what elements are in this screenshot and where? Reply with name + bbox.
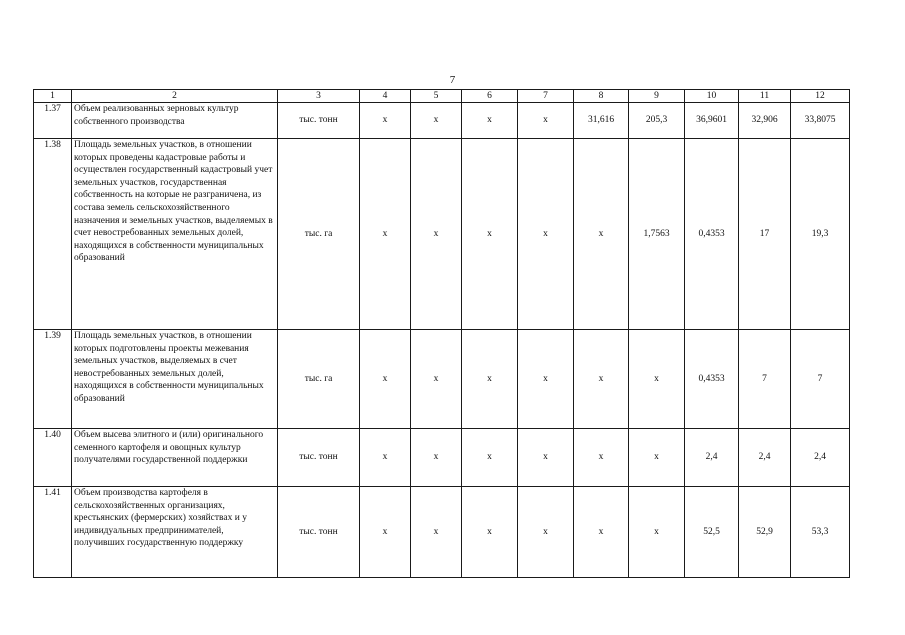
value-cell: 0,4353 (685, 139, 739, 330)
value-cell: х (411, 103, 462, 139)
value-cell: х (411, 487, 462, 578)
value-cell: 19,3 (791, 139, 850, 330)
value-cell: х (574, 139, 629, 330)
table-row (34, 103, 850, 139)
row-number: 1.40 (34, 429, 72, 487)
value-cell: х (462, 139, 518, 330)
value-cell: х (411, 429, 462, 487)
row-number: 1.38 (34, 139, 72, 330)
table-row (34, 487, 850, 578)
value-cell: 33,8075 (791, 103, 850, 139)
indicator-name: Площадь земельных участков, в отношении которых подготовлены проекты межевания земельных участков, выделяемых в счет невостребованных земельных долей, находящихся в собственности муниципальных образований (72, 330, 278, 429)
value-cell: 32,906 (739, 103, 791, 139)
indicator-name: Объем реализованных зерновых культур собственного производства (72, 103, 278, 139)
unit-cell: тыс. тонн (278, 103, 360, 139)
value-cell: х (574, 487, 629, 578)
column-header: 1 (34, 90, 72, 103)
table-row (34, 330, 850, 429)
column-header: 5 (411, 90, 462, 103)
value-cell: х (360, 429, 411, 487)
column-header: 9 (629, 90, 685, 103)
column-header: 3 (278, 90, 360, 103)
value-cell: х (518, 330, 574, 429)
value-cell: х (462, 429, 518, 487)
indicator-table (33, 89, 850, 578)
table-row (34, 139, 850, 330)
column-header: 6 (462, 90, 518, 103)
value-cell: х (462, 487, 518, 578)
value-cell: х (629, 487, 685, 578)
value-cell: 31,616 (574, 103, 629, 139)
column-header: 8 (574, 90, 629, 103)
value-cell: 2,4 (739, 429, 791, 487)
column-numbers-row (34, 90, 850, 103)
page-number: 7 (449, 74, 456, 86)
row-number: 1.41 (34, 487, 72, 578)
unit-cell: тыс. тонн (278, 429, 360, 487)
column-header: 2 (72, 90, 278, 103)
value-cell: х (629, 429, 685, 487)
indicator-name: Площадь земельных участков, в отношении которых проведены кадастровые работы и осуществлен государственный кадастровый учет земельных участков, государственная собственность на которые не разграничена, из состава земель сельскохозяйственного назначения и земельных участков, выделяемых в счет невостребованных земельных долей, находящихся в собственности муниципальных образований (72, 139, 278, 330)
value-cell: х (518, 139, 574, 330)
value-cell: 53,3 (791, 487, 850, 578)
column-header: 7 (518, 90, 574, 103)
value-cell: 7 (739, 330, 791, 429)
value-cell: х (518, 429, 574, 487)
value-cell: х (462, 103, 518, 139)
value-cell: х (360, 330, 411, 429)
value-cell: 0,4353 (685, 330, 739, 429)
column-header: 4 (360, 90, 411, 103)
value-cell: х (574, 330, 629, 429)
indicator-name: Объем высева элитного и (или) оригинального семенного картофеля и овощных культур получателями государственной поддержки (72, 429, 278, 487)
indicator-name: Объем производства картофеля в сельскохозяйственных организациях, крестьянских (фермерских) хозяйствах и у индивидуальных предпринимателей, получивших государственную поддержку (72, 487, 278, 578)
value-cell: 205,3 (629, 103, 685, 139)
value-cell: х (574, 429, 629, 487)
value-cell: 52,9 (739, 487, 791, 578)
row-number: 1.37 (34, 103, 72, 139)
value-cell: х (518, 487, 574, 578)
column-header: 10 (685, 90, 739, 103)
value-cell: х (411, 330, 462, 429)
value-cell: х (360, 139, 411, 330)
table-row (34, 429, 850, 487)
column-header: 11 (739, 90, 791, 103)
value-cell: 52,5 (685, 487, 739, 578)
row-number: 1.39 (34, 330, 72, 429)
value-cell: 1,7563 (629, 139, 685, 330)
value-cell: х (411, 139, 462, 330)
unit-cell: тыс. га (278, 330, 360, 429)
value-cell: х (360, 487, 411, 578)
value-cell: 2,4 (685, 429, 739, 487)
value-cell: 2,4 (791, 429, 850, 487)
column-header: 12 (791, 90, 850, 103)
value-cell: 7 (791, 330, 850, 429)
value-cell: х (629, 330, 685, 429)
value-cell: х (462, 330, 518, 429)
value-cell: 17 (739, 139, 791, 330)
unit-cell: тыс. га (278, 139, 360, 330)
value-cell: 36,9601 (685, 103, 739, 139)
value-cell: х (360, 103, 411, 139)
unit-cell: тыс. тонн (278, 487, 360, 578)
value-cell: х (518, 103, 574, 139)
